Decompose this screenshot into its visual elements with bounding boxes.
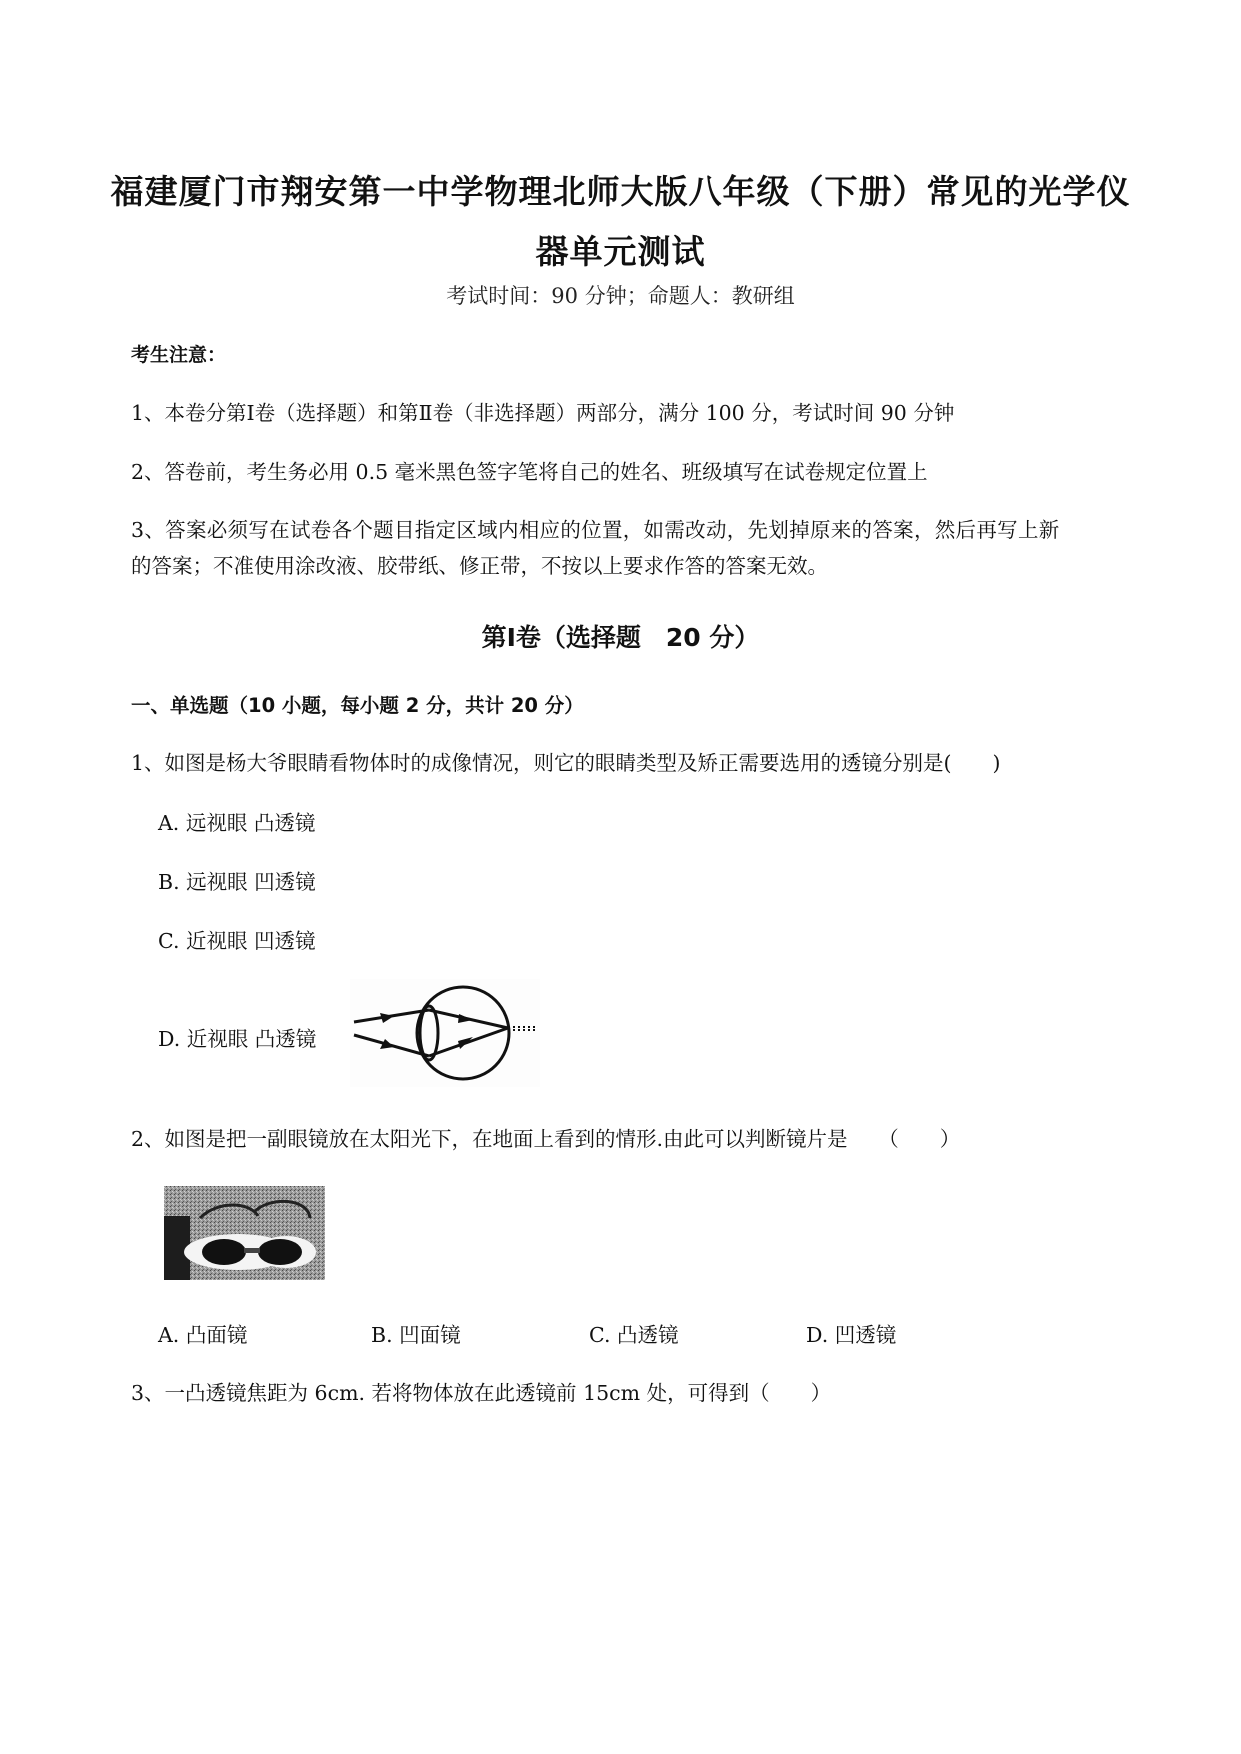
notice-item-2: 2、答卷前，考生务必用 0.5 毫米黑色签字笔将自己的姓名、班级填写在试卷规定位置上 [131,460,928,484]
exam-meta: 考试时间：90 分钟；命题人：教研组 [446,284,795,308]
part-1-title: 第Ⅰ卷（选择题 20 分） [481,623,760,652]
page-title-line-2: 器单元测试 [535,232,706,271]
question-2-option-d[interactable]: D. 凹透镜 [806,1323,897,1347]
question-2-option-b[interactable]: B. 凹面镜 [371,1323,461,1347]
section-heading: 一、单选题（10 小题，每小题 2 分，共计 20 分） [131,694,584,717]
notice-heading: 考生注意： [131,344,227,366]
notice-item-3: 3、答案必须写在试卷各个题目指定区域内相应的位置，如需改动，先划掉原来的答案，然后再写上新 [131,518,1060,542]
question-2-stem: 2、如图是把一副眼镜放在太阳光下，在地面上看到的情形.由此可以判断镜片是 （ ） [131,1127,961,1151]
question-3-stem: 3、一凸透镜焦距为 6cm. 若将物体放在此透镜前 15cm 处，可得到（ ） [131,1381,832,1405]
page-title-line-1: 福建厦门市翔安第一中学物理北师大版八年级（下册）常见的光学仪 [110,172,1131,211]
glasses-shadow-photo-icon [158,1186,325,1280]
question-1-option-c[interactable]: C. 近视眼 凹透镜 [158,929,316,953]
question-1-option-d[interactable]: D. 近视眼 凸透镜 [158,1027,317,1051]
question-1-option-a[interactable]: A. 远视眼 凸透镜 [158,811,316,835]
question-2-option-a[interactable]: A. 凸面镜 [158,1323,248,1347]
notice-item-3-continued: 的答案；不准使用涂改液、胶带纸、修正带，不按以上要求作答的答案无效。 [131,554,828,578]
notice-item-1: 1、本卷分第Ⅰ卷（选择题）和第Ⅱ卷（非选择题）两部分，满分 100 分，考试时间 90 分钟 [131,401,955,425]
question-2-option-c[interactable]: C. 凸透镜 [589,1323,679,1347]
question-1-stem: 1、如图是杨大爷眼睛看物体时的成像情况，则它的眼睛类型及矫正需要选用的透镜分别是( ) [131,751,1001,775]
question-1-option-b[interactable]: B. 远视眼 凹透镜 [158,870,316,894]
eye-diagram-icon [350,979,540,1087]
